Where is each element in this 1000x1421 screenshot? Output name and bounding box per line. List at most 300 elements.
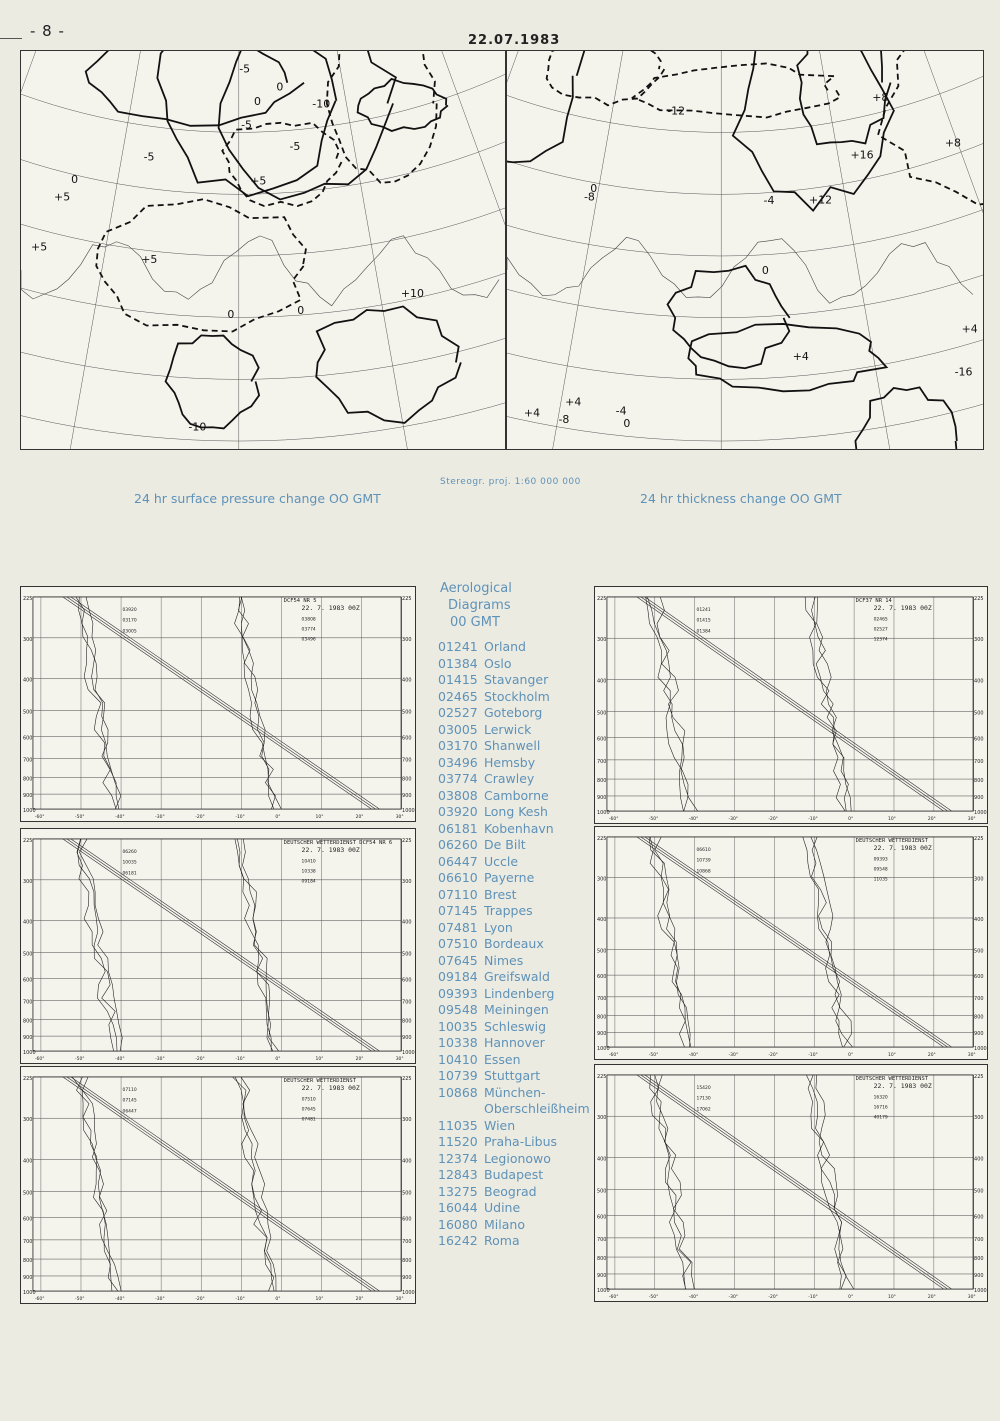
temperature-label: -60° [608, 1295, 619, 1301]
temperature-label: 0° [275, 1057, 281, 1063]
pressure-label: 300 [22, 636, 33, 643]
pressure-label: 300 [596, 637, 607, 644]
station-name: Stockholm [484, 688, 550, 704]
pressure-label: 500 [22, 1190, 33, 1197]
temperature-label: 10° [888, 817, 896, 823]
temperature-label: 10° [315, 1057, 324, 1063]
pressure-label: 500 [402, 709, 412, 716]
diagram-date: 22. 7. 1983 00Z [301, 1083, 360, 1092]
pressure-label: 900 [596, 1272, 607, 1279]
temperature-label: -10° [235, 1057, 245, 1063]
station-row [438, 672, 598, 689]
station-code: 10035 [438, 1018, 478, 1034]
isoline-label: +5 [250, 174, 267, 188]
map-meridian [912, 51, 983, 449]
temperature-label: -20° [195, 1297, 205, 1303]
temperature-label: 20° [355, 1057, 364, 1063]
temperature-label: -30° [155, 1057, 165, 1063]
station-row [438, 1002, 598, 1019]
isoline [547, 51, 665, 105]
pressure-label: 300 [596, 1115, 607, 1122]
station-row [438, 705, 598, 722]
diagram-header: DCF54 NR 5 [283, 597, 317, 604]
pressure-label: 500 [402, 1190, 412, 1197]
isoline-label: 0 [276, 80, 284, 94]
temperature-label: 20° [355, 815, 364, 821]
pressure-label: 500 [974, 948, 984, 955]
temperature-label: -40° [115, 815, 125, 821]
station-code: 12374 [438, 1150, 478, 1166]
temperature-label: 30° [967, 817, 976, 823]
map-meridian [818, 51, 943, 449]
station-code-tag: 06610 [696, 847, 711, 853]
pressure-label: 225 [596, 835, 607, 842]
temperature-label: -50° [648, 1053, 659, 1059]
station-name: Lyon [484, 919, 513, 935]
temperature-label: -40° [115, 1297, 125, 1303]
pressure-label: 300 [22, 1117, 33, 1124]
station-code-tag: 09548 [873, 867, 888, 873]
pressure-label: 225 [596, 1073, 607, 1080]
temperature-label: -10° [808, 1053, 818, 1059]
station-code-tag: 16716 [873, 1105, 888, 1111]
station-code-tag: 07645 [301, 1107, 316, 1113]
station-code: 03005 [438, 721, 478, 737]
map-parallel [21, 51, 505, 379]
pressure-label: 500 [596, 948, 607, 955]
pressure-label: 225 [974, 1073, 984, 1080]
station-row [438, 788, 598, 805]
station-code-tag: 02465 [873, 617, 888, 623]
isoline-label: 0 [254, 95, 262, 109]
page-rule [0, 38, 22, 39]
pressure-label: 225 [974, 595, 984, 602]
station-name: Praha-Libus [484, 1134, 558, 1149]
thickness-change-map [506, 50, 984, 450]
pressure-label: 900 [22, 1035, 33, 1042]
isoline-label: -10 [188, 420, 207, 434]
pressure-label: 400 [22, 677, 33, 684]
aerological-diagram-1 [20, 586, 416, 822]
temperature-label: -30° [155, 1297, 165, 1303]
station-title-line1: Aerological [440, 581, 512, 596]
station-name: Uccle [484, 853, 519, 869]
station-title-line3: 00 GMT [450, 615, 500, 630]
isoline-label: +4 [523, 406, 541, 420]
station-code-tag: 07481 [301, 1117, 316, 1123]
station-row [438, 1233, 598, 1250]
station-row [438, 1134, 598, 1151]
station-row [438, 986, 598, 1003]
station-name: Roma [484, 1233, 520, 1248]
station-name: Lerwick [484, 721, 532, 737]
pressure-label: 700 [596, 758, 607, 765]
diagram-header: DEUTSCHER WETTERDIENST [855, 837, 929, 844]
pressure-label: 600 [974, 736, 984, 743]
temperature-label: 10° [315, 815, 324, 821]
station-row [438, 936, 598, 953]
pressure-label: 900 [596, 794, 607, 801]
pressure-label: 600 [974, 974, 984, 981]
pressure-label: 800 [402, 776, 412, 783]
station-name: Oslo [484, 655, 512, 671]
station-code-tag: 03774 [301, 627, 316, 633]
isoline-label: -4 [763, 193, 775, 207]
pressure-label: 225 [22, 837, 33, 844]
diagram-date: 22. 7. 1983 00Z [873, 843, 932, 852]
isoline-label: +16 [850, 148, 874, 162]
station-code: 09184 [438, 969, 478, 984]
pressure-label: 600 [596, 1214, 607, 1221]
pressure-label: 1000 [974, 1046, 987, 1053]
pressure-label: 600 [22, 1216, 33, 1223]
pressure-label: 800 [596, 1256, 607, 1263]
temperature-label: 30° [395, 1057, 404, 1063]
pressure-label: 500 [22, 709, 33, 716]
station-name: Legionowo [484, 1150, 551, 1166]
station-code-tag: 10035 [122, 860, 137, 866]
station-code: 10338 [438, 1035, 478, 1050]
pressure-label: 800 [974, 778, 984, 785]
station-code: 10739 [438, 1068, 478, 1083]
aerological-diagram-4 [594, 826, 988, 1060]
temperature-label: -30° [728, 817, 739, 823]
station-name: Long Kesh [484, 804, 548, 819]
temperature-label: -50° [648, 817, 659, 823]
isoline-label: +5 [31, 240, 48, 254]
station-row [438, 1035, 598, 1052]
pressure-label: 1000 [402, 808, 415, 815]
pressure-label: 1000 [402, 1290, 415, 1297]
pressure-label: 1000 [596, 810, 610, 817]
temperature-label: 30° [967, 1295, 976, 1301]
station-code-tag: 10739 [696, 858, 711, 864]
isoline [855, 387, 957, 449]
pressure-label: 800 [402, 1018, 412, 1025]
pressure-label: 600 [402, 1216, 412, 1223]
pressure-label: 225 [22, 595, 33, 602]
station-name: Greifswald [484, 969, 550, 984]
isoline-label: -5 [241, 118, 253, 132]
station-row [438, 1167, 598, 1184]
pressure-label: 800 [974, 1256, 984, 1263]
station-code-tag: 03005 [122, 629, 137, 635]
pressure-label: 600 [22, 735, 33, 742]
pressure-label: 900 [402, 1035, 412, 1042]
pressure-label: 800 [974, 1014, 984, 1021]
isoline-label: 0 [761, 263, 769, 277]
station-code-tag: 12374 [873, 637, 888, 643]
map-parallel [507, 51, 983, 379]
temperature-label: 20° [927, 1053, 936, 1059]
isoline [507, 51, 584, 162]
temperature-label: 0° [275, 1297, 281, 1303]
temperature-label: -40° [688, 1295, 699, 1301]
isoline [86, 51, 304, 126]
isoline-label: -16 [954, 365, 973, 379]
diagram-header: DEUTSCHER WETTERDIENST DCF54 NR 6 [283, 839, 393, 846]
station-name: Udine [484, 1200, 521, 1215]
pressure-label: 300 [974, 637, 984, 644]
station-name: Camborne [484, 787, 549, 803]
temperature-label: -50° [75, 1057, 85, 1063]
surface-pressure-change-map [20, 50, 506, 450]
temperature-label: -30° [728, 1053, 739, 1059]
station-code-tag: 11035 [873, 877, 888, 883]
station-code: 03170 [438, 738, 478, 753]
pressure-label: 700 [22, 999, 33, 1006]
station-code-tag: 10338 [301, 869, 316, 875]
pressure-label: 700 [402, 1238, 412, 1245]
diagram-date: 22. 7. 1983 00Z [301, 603, 360, 612]
temperature-label: -20° [195, 1057, 205, 1063]
station-code-tag: 02527 [873, 627, 888, 633]
station-code-tag: 09393 [873, 857, 888, 863]
isoline-label: +4 [961, 322, 978, 336]
aerological-diagram-3 [20, 828, 416, 1064]
station-code: 10868 [438, 1084, 478, 1100]
isoline-label: -4 [615, 404, 627, 418]
station-code: 11520 [438, 1134, 478, 1149]
station-row [438, 804, 598, 821]
pressure-label: 500 [402, 951, 412, 958]
station-row [438, 1200, 598, 1217]
station-code: 02527 [438, 705, 478, 720]
thickness-caption: 24 hr thickness change OO GMT [640, 491, 842, 506]
temperature-label: -60° [34, 1057, 45, 1063]
station-code: 01241 [438, 639, 478, 654]
pressure-label: 1000 [596, 1288, 610, 1295]
isoline-label: 0 [590, 182, 598, 196]
pressure-label: 300 [596, 876, 607, 883]
pressure-label: 225 [402, 837, 412, 844]
pressure-label: 700 [974, 1236, 984, 1243]
pressure-label: 600 [402, 977, 412, 984]
station-code: 06610 [438, 870, 478, 885]
station-code: 02465 [438, 688, 478, 704]
station-code: 07145 [438, 903, 478, 918]
station-code-tag: 01415 [696, 618, 711, 624]
temperature-label: -50° [75, 815, 85, 821]
pressure-label: 700 [974, 995, 984, 1002]
isoline-label: +10 [400, 287, 424, 301]
station-row [438, 870, 598, 887]
station-name: Bordeaux [484, 936, 544, 951]
aerological-diagram-6 [594, 1064, 988, 1302]
station-code: 10410 [438, 1051, 478, 1067]
station-row [438, 1085, 598, 1102]
pressure-label: 225 [402, 595, 412, 602]
pressure-label: 700 [596, 995, 607, 1002]
station-name: Nimes [484, 952, 524, 968]
temperature-label: 0° [848, 1053, 854, 1059]
pressure-label: 225 [974, 835, 984, 842]
temperature-label: -10° [808, 1295, 818, 1301]
station-name-continuation: Oberschleißheim [484, 1101, 590, 1116]
pressure-label: 600 [596, 736, 607, 743]
isoline [878, 51, 983, 205]
temperature-label: -10° [235, 815, 245, 821]
pressure-label: 700 [22, 757, 33, 764]
pressure-label: 400 [974, 916, 984, 923]
station-code: 07510 [438, 936, 478, 951]
pressure-label: 300 [974, 876, 984, 883]
station-code: 09393 [438, 985, 478, 1001]
pressure-label: 400 [596, 678, 607, 685]
pressure-label: 500 [974, 710, 984, 717]
station-code-tag: 03808 [301, 617, 316, 623]
station-code-tag: 17062 [696, 1107, 711, 1113]
station-row [438, 953, 598, 970]
temperature-label: -60° [34, 815, 45, 821]
station-code-tag: 09184 [301, 879, 316, 885]
pressure-label: 300 [402, 878, 412, 885]
pressure-label: 400 [22, 919, 33, 926]
isoline-label: -5 [239, 62, 251, 76]
surface-pressure-caption: 24 hr surface pressure change OO GMT [134, 491, 381, 506]
temperature-label: 10° [888, 1295, 896, 1301]
pressure-label: 400 [596, 916, 607, 923]
map-parallel [507, 51, 983, 318]
station-code: 03920 [438, 804, 478, 819]
pressure-label: 500 [596, 1188, 607, 1195]
pressure-label: 700 [22, 1238, 33, 1245]
isoline-label: 0 [623, 416, 631, 430]
station-code: 12843 [438, 1167, 478, 1182]
station-name: Wien [484, 1117, 516, 1133]
station-name: Meiningen [484, 1002, 549, 1017]
temperature-label: -20° [768, 1053, 778, 1059]
pressure-label: 300 [974, 1115, 984, 1122]
station-row [438, 887, 598, 904]
station-name: Lindenberg [484, 985, 555, 1001]
pressure-label: 800 [22, 1258, 33, 1265]
isoline [633, 63, 840, 117]
pressure-label: 1000 [974, 1288, 987, 1295]
station-name: Hemsby [484, 754, 536, 770]
station-code: 09548 [438, 1002, 478, 1017]
temperature-label: 30° [967, 1053, 976, 1059]
projection-note: Stereogr. proj. 1:60 000 000 [440, 477, 581, 487]
station-code-tag: 01384 [696, 629, 711, 635]
isoline-label: -5 [143, 150, 155, 164]
isoline-label: +4 [565, 395, 582, 409]
station-name: Milano [484, 1216, 525, 1232]
station-code-tag: 03496 [301, 637, 316, 643]
pressure-label: 400 [974, 1156, 984, 1163]
pressure-label: 700 [402, 999, 412, 1006]
temperature-label: -60° [608, 1053, 619, 1059]
temperature-label: -50° [648, 1295, 659, 1301]
pressure-label: 1000 [22, 808, 36, 815]
isoline-label: +4 [792, 350, 809, 364]
station-name: Goteborg [484, 705, 543, 720]
surface-pressure-change-chart [21, 51, 505, 449]
pressure-label: 600 [596, 974, 607, 981]
temperature-label: -20° [768, 1295, 778, 1301]
station-row [438, 854, 598, 871]
station-code-tag: 07145 [122, 1098, 137, 1104]
station-name: Beograd [484, 1183, 537, 1199]
station-row [438, 1184, 598, 1201]
station-code-tag: 06181 [122, 871, 137, 877]
temperature-label: -10° [235, 1297, 245, 1303]
station-code: 11035 [438, 1117, 478, 1133]
pressure-label: 900 [596, 1031, 607, 1038]
station-code: 01415 [438, 672, 478, 687]
station-row [438, 1118, 598, 1135]
temperature-label: 20° [355, 1297, 364, 1303]
station-code: 16044 [438, 1200, 478, 1215]
temperature-label: -10° [808, 817, 818, 823]
station-code-tag: 10410 [301, 859, 316, 865]
station-row [438, 771, 598, 788]
pressure-label: 900 [22, 1274, 33, 1281]
pressure-label: 800 [596, 778, 607, 785]
station-name: Payerne [484, 870, 535, 885]
station-name: Schleswig [484, 1018, 547, 1034]
station-code: 01384 [438, 655, 478, 671]
map-parallel [21, 51, 505, 441]
diagram-header: DEUTSCHER WETTERDIENST [283, 1077, 357, 1084]
pressure-label: 300 [22, 878, 33, 885]
temperature-label: 20° [927, 1295, 936, 1301]
station-code: 16080 [438, 1216, 478, 1232]
station-code: 07645 [438, 952, 478, 968]
pressure-label: 400 [402, 919, 412, 926]
station-code-tag: 15420 [696, 1085, 711, 1091]
station-code-tag: 01241 [696, 607, 711, 613]
pressure-label: 500 [974, 1188, 984, 1195]
station-code: 03808 [438, 787, 478, 803]
station-name: Shanwell [484, 738, 541, 753]
temperature-label: -60° [34, 1297, 45, 1303]
aerological-station-list [438, 580, 598, 1250]
pressure-label: 700 [974, 758, 984, 765]
pressure-label: 900 [974, 794, 984, 801]
station-name: De Bilt [484, 837, 526, 852]
pressure-label: 1000 [22, 1050, 36, 1057]
pressure-label: 800 [22, 776, 33, 783]
station-name: Hannover [484, 1035, 545, 1050]
pressure-label: 1000 [596, 1046, 610, 1053]
pressure-label: 500 [596, 710, 607, 717]
station-name: München- [484, 1084, 546, 1100]
station-code-tag: 06447 [122, 1109, 137, 1115]
map-meridian [507, 51, 530, 449]
pressure-label: 600 [402, 735, 412, 742]
pressure-label: 900 [974, 1272, 984, 1279]
isoline [327, 51, 437, 183]
temperature-label: -50° [75, 1297, 85, 1303]
coastline [21, 236, 499, 306]
temperature-label: -30° [728, 1295, 739, 1301]
temperature-label: 10° [888, 1053, 896, 1059]
station-name: Kobenhavn [484, 820, 554, 836]
map-parallel [21, 51, 505, 256]
pressure-label: 600 [974, 1214, 984, 1221]
temperature-label: -40° [688, 817, 699, 823]
pressure-label: 500 [22, 951, 33, 958]
pressure-label: 400 [974, 678, 984, 685]
diagram-date: 22. 7. 1983 00Z [873, 1081, 932, 1090]
temperature-label: 10° [315, 1297, 324, 1303]
isoline-label: -10 [312, 97, 331, 111]
station-code-tag: 07110 [122, 1087, 137, 1093]
isoline-label: +5 [141, 253, 158, 267]
temperature-label: 0° [275, 815, 281, 821]
pressure-label: 400 [402, 1158, 412, 1165]
